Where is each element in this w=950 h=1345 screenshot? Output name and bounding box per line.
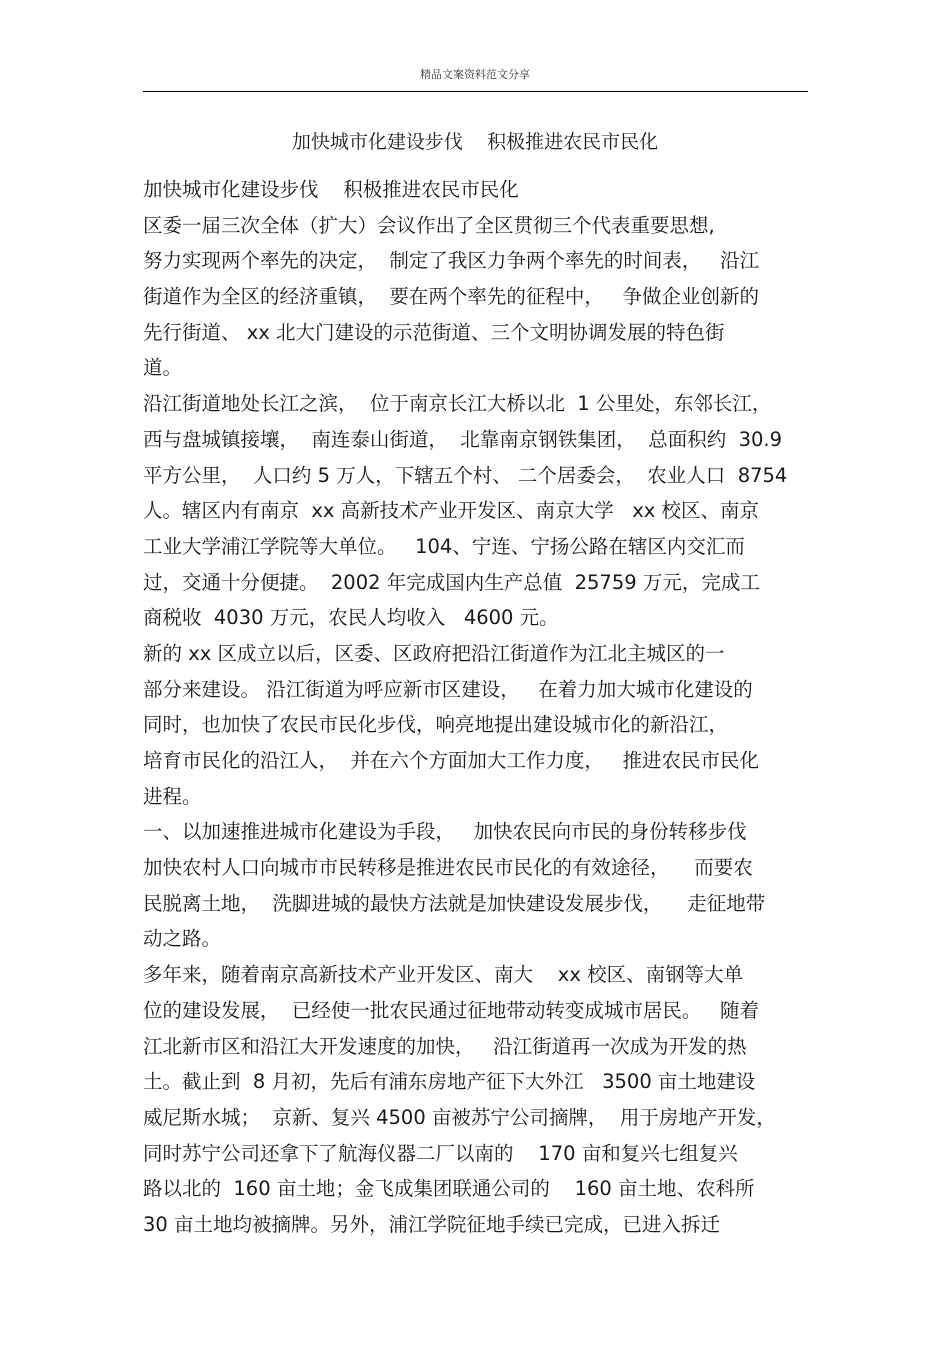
text-line: 人。辖区内有南京 xx 高新技术产业开发区、南京大学 xx 校区、南京 [143,499,760,523]
text-line: 道。 [143,356,183,380]
text-line: 30 亩土地均被摘牌。另外，浦江学院征地手续已完成，已进入拆迁 [143,1212,721,1236]
header-divider [143,91,808,92]
text-line: 平方公里， 人口约 5 万人，下辖五个村、 二个居委会， 农业人口 8754 [143,463,788,487]
text-line: 加快城市化建设步伐 积极推进农民市民化 [143,178,519,201]
text-line: 街道作为全区的经济重镇， 要在两个率先的征程中， 争做企业创新的 [143,285,759,309]
text-line: 一、以加速推进城市化建设为手段， 加快农民向市民的身份转移步伐 [143,820,747,844]
text-line: 过，交通十分便捷。 2002 年完成国内生产总值 25759 万元，完成工 [143,570,760,594]
text-line: 民脱离土地， 洗脚进城的最快方法就是加快建设发展步伐， 走征地带 [143,891,766,915]
text-line: 位的建设发展， 已经使一批农民通过征地带动转变成城市居民。 随着 [143,998,759,1022]
document-title: 加快城市化建设步伐 积极推进农民市民化 [291,131,659,153]
text-line: 新的 xx 区成立以后，区委、区政府把沿江街道作为江北主城区的一 [143,641,725,665]
text-line: 动之路。 [143,927,222,951]
text-line: 加快农村人口向城市市民转移是推进农民市民化的有效途径， 而要农 [143,856,753,880]
page-header: 精品文案资料范文分享 [420,68,530,81]
text-line: 多年来，随着南京高新技术产业开发区、南大 xx 校区、南钢等大单 [143,963,744,987]
text-line: 路以北的 160 亩土地；金飞成集团联通公司的 160 亩土地、农科所 [143,1177,755,1201]
text-line: 部分来建设。 沿江街道为呼应新市区建设， 在着力加大城市化建设的 [143,677,753,701]
text-line: 沿江街道地处长江之滨， 位于南京长江大桥以北 1 公里处，东邻长江， [143,392,772,416]
text-line: 威尼斯水城； 京新、复兴 4500 亩被苏宁公司摘牌， 用于房地产开发， [143,1105,776,1129]
text-line: 江北新市区和沿江大开发速度的加快， 沿江街道再一次成为开发的热 [143,1034,747,1058]
document-body [143,172,823,1243]
text-line: 商税收 4030 万元，农民人均收入 4600 元。 [143,606,559,630]
text-line: 西与盘城镇接壤， 南连泰山街道， 北靠南京钢铁集团， 总面积约 30.9 [143,427,783,451]
text-line: 区委一届三次全体（扩大）会议作出了全区贯彻三个代表重要思想, [143,213,715,237]
text-line: 培育市民化的沿江人， 并在六个方面加大工作力度， 推进农民市民化 [143,749,759,772]
text-line: 努力实现两个率先的决定， 制定了我区力争两个率先的时间表， 沿江 [143,249,759,273]
text-line: 工业大学浦江学院等大单位。 104、宁连、宁扬公路在辖区内交汇而 [143,534,745,558]
text-line: 土。截止到 8 月初，先后有浦东房地产征下大外江 3500 亩土地建设 [143,1070,756,1094]
text-line: 进程。 [143,784,202,808]
text-line: 同时，也加快了农民市民化步伐，响亮地提出建设城市化的新沿江， [143,713,729,737]
text-line: 同时苏宁公司还拿下了航海仪器二厂以南的 170 亩和复兴七组复兴 [143,1141,738,1165]
text-line: 先行街道、 xx 北大门建设的示范街道、三个文明协调发展的特色街 [143,320,725,344]
